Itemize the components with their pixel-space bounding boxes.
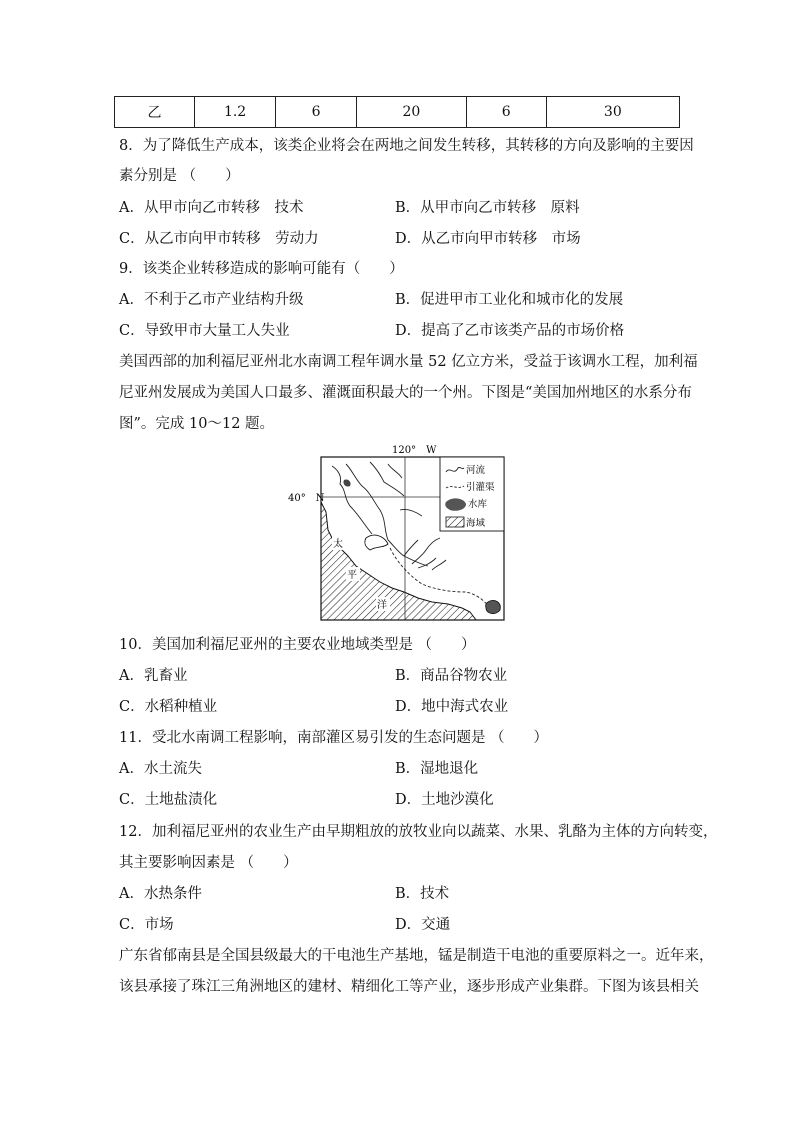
table-row [115,97,680,128]
passage1-line: 美国西部的加利福尼亚州北水南调工程年调水量 52 亿立方米，受益于该调水工程，加利福 [119,354,698,370]
q8-option-a: A．从甲市向乙市转移 技术 [119,200,304,216]
q11-option-b: B．湿地退化 [395,761,479,777]
table-cell: 1.2 [195,97,276,128]
q12-stem-cont: 其主要影响因素是 （ ） [119,855,298,871]
q9-option-a: A．不利于乙市产业结构升级 [119,292,304,308]
california-water-map [280,440,520,625]
q11-option-a: A．水土流失 [119,761,202,777]
q11-option-d: D．土地沙漠化 [395,792,494,808]
q10-option-a: A．乳畜业 [119,668,188,684]
q9-option-c: C．导致甲市大量工人失业 [119,323,290,339]
legend-sea-symbol [446,517,464,527]
q12-option-a: A．水热条件 [119,886,202,902]
ocean-char-yang: 洋 [377,600,387,611]
longitude-label: 120° W [392,445,437,456]
legend-river-label: 河流 [466,465,486,476]
table-cell: 20 [357,97,467,128]
table-cell: 6 [466,97,546,128]
map-legend [440,457,504,531]
q12-option-c: C．市场 [119,917,174,933]
table-cell: 30 [546,97,679,128]
q12-option-b: B．技术 [395,886,450,902]
q8-stem: 8．为了降低生产成本，该类企业将会在两地之间发生转移，其转移的方向及影响的主要因 [119,138,694,154]
q9-option-d: D．提高了乙市该类产品的市场价格 [395,323,625,339]
passage2-line: 该县承接了珠江三角洲地区的建材、精细化工等产业，逐步形成产业集群。下图为该县相关 [119,979,699,995]
q8-option-c: C．从乙市向甲市转移 劳动力 [119,231,319,247]
q9-stem: 9．该类企业转移造成的影响可能有（ ） [119,261,404,277]
table-cell: 6 [276,97,357,128]
q8-stem-cont: 素分别是 （ ） [119,168,240,184]
q11-stem: 11．受北水南调工程影响，南部灌区易引发的生态问题是 （ ） [119,730,549,746]
reservoir-north [343,479,350,486]
legend-sea-label: 海域 [466,518,486,529]
reservoir-south [486,600,501,613]
q12-option-d: D．交通 [395,917,451,933]
legend-reservoir-label: 水库 [468,499,488,510]
bay [365,535,388,550]
passage2-line: 广东省郁南县是全国县级最大的干电池生产基地，锰是制造干电池的重要原料之一。近年来， [119,948,714,964]
q11-option-c: C．土地盐渍化 [119,792,218,808]
data-table [114,96,680,128]
legend-canal-label: 引灌渠 [466,482,495,493]
passage1-line: 图”。完成 10～12 题。 [119,416,275,432]
q10-option-b: B．商品谷物农业 [395,668,508,684]
ocean-char-ping: 平 [347,570,357,581]
q8-option-d: D．从乙市向甲市转移 市场 [395,231,581,247]
table-cell-city: 乙 [115,97,195,128]
ocean-char-tai: 太 [333,539,343,550]
q10-option-c: C．水稻种植业 [119,699,218,715]
latitude-label: 40° N [288,493,325,504]
q8-option-b: B．从甲市向乙市转移 原料 [395,200,580,216]
q10-stem: 10．美国加利福尼亚州的主要农业地域类型是 （ ） [119,637,476,653]
passage1-line: 尼亚州发展成为美国人口最多、灌溉面积最大的一个州。下图是“美国加州地区的水系分布 [119,385,692,401]
q12-stem: 12．加利福尼亚州的农业生产由早期粗放的放牧业向以蔬菜、水果、乳酪为主体的方向转变， [119,824,718,840]
q10-option-d: D．地中海式农业 [395,699,509,715]
river-network [332,462,446,570]
q9-option-b: B．促进甲市工业化和城市化的发展 [395,292,624,308]
